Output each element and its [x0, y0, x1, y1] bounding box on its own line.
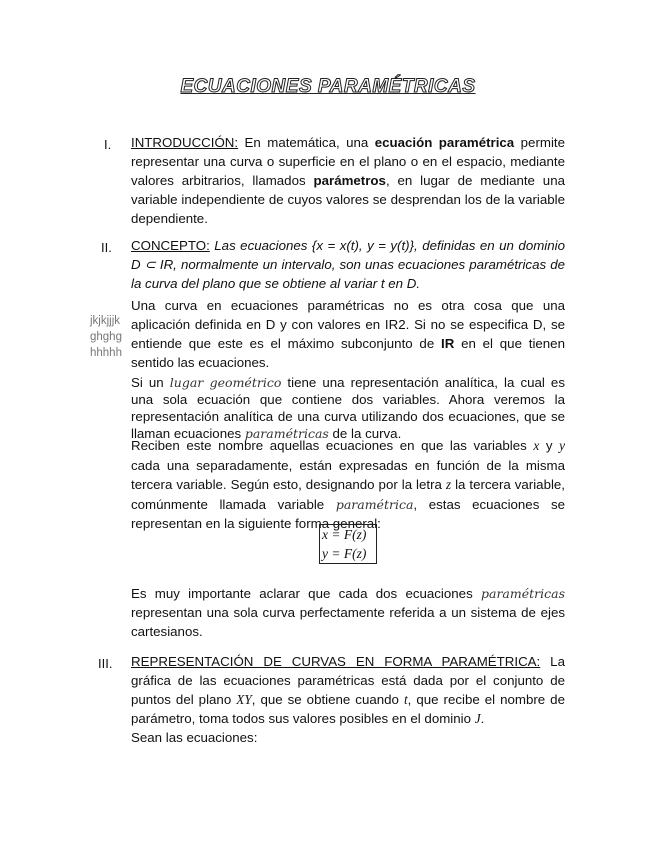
section-numeral-3: III. — [98, 656, 113, 671]
para-4-text-a: Es muy importante aclarar que cada dos ecuaciones — [131, 586, 481, 601]
section-numeral-2: II. — [101, 240, 112, 255]
intro-text-2: permite representar una curva o superficie en el plano o en el espacio, mediante valores arbitrarios, llamados — [131, 135, 565, 188]
repr-text-1: La gráfica de las ecuaciones paramétricas está dada por el conjunto de puntos del plano — [131, 654, 565, 707]
concepto-paragraph-3 — [131, 436, 565, 534]
para-1-text-b: en el que tienen sentido las ecuaciones. — [131, 336, 565, 370]
concepto-paragraph-4 — [131, 584, 565, 641]
margin-note — [90, 313, 122, 361]
para-3-text-d: la tercera variable, comúnmente llamada variable — [131, 477, 566, 512]
para-4-handwritten: paramétricas — [481, 586, 565, 601]
var-t: t — [403, 692, 408, 707]
margin-note-line: jkjkjjjk — [90, 315, 121, 327]
intro-text-3: , en lugar de mediante una variable independiente de cuyos valores se desprendan los de la variable dependiente. — [131, 173, 565, 226]
repr-text-3: , que recibe el nombre de parámetro, toma todos sus valores posibles en el dominio — [131, 692, 565, 726]
para-2-handwritten-2: paramétricas — [244, 426, 329, 441]
var-z: z — [445, 477, 452, 492]
var-j: J — [474, 711, 481, 726]
concepto-paragraph-1 — [131, 296, 565, 372]
var-x: x — [533, 438, 540, 453]
concepto-paragraph-2 — [131, 374, 565, 442]
formula-line-y: y = F(z) — [322, 546, 367, 561]
intro-paragraph — [131, 133, 565, 228]
var-xy: XY — [236, 692, 252, 707]
page-title: ECUACIONES PARAMÉTRICAS — [180, 76, 476, 97]
var-y: y — [559, 438, 565, 453]
repr-text-4: . — [480, 711, 485, 726]
concepto-definition — [131, 236, 565, 293]
para-2-text-a: Si un — [131, 375, 170, 390]
repr-last-line: Sean las ecuaciones: — [131, 730, 258, 745]
formula-line-x: x = F(z) — [322, 527, 367, 542]
intro-heading: INTRODUCCIÓN: — [131, 135, 239, 150]
representacion-paragraph — [131, 652, 565, 747]
para-3-text-a: Reciben este nombre aquellas ecuaciones en que las variables — [131, 438, 534, 453]
representacion-heading: REPRESENTACIÓN DE CURVAS EN FORMA PARAMÉTRICA: — [131, 654, 541, 669]
intro-bold-1: ecuación paramétrica — [374, 135, 515, 150]
para-4-text-b: representan una sola curva perfectamente referida a un sistema de ejes cartesianos. — [131, 605, 565, 639]
concepto-heading: CONCEPTO: — [131, 238, 210, 253]
para-1-text-a: Una curva en ecuaciones paramétricas no es otra cosa que una aplicación definida en D y con valores en IR2. Si no se especifica D, se entiende que este es el máximo subconjunto de — [131, 298, 565, 351]
section-numeral-1: I. — [104, 137, 112, 152]
margin-note-line: hhhhh — [90, 347, 122, 359]
concepto-italic-text: Las ecuaciones {x = x(t), y = y(t)}, definidas en un dominio D ⊂ IR, normalmente un intervalo, son unas ecuaciones paramétricas de la curva del plano que se obtiene al variar t en D. — [131, 238, 565, 291]
margin-note-line: ghghg — [90, 331, 122, 343]
parametric-formula-box — [319, 524, 377, 564]
para-3-text-e: , estas ecuaciones se representan en la siguiente forma general: — [131, 496, 565, 531]
para-2-text-c: de la curva. — [328, 426, 402, 441]
para-1-bold: IR — [441, 336, 455, 351]
para-3-text-c: cada una separadamente, están expresadas en función de la misma tercera variable. Según esto, designando por la letra — [131, 457, 565, 492]
repr-text-2: , que se obtiene cuando — [251, 692, 404, 707]
para-2-handwritten: lugar geométrico — [169, 375, 282, 390]
para-3-text-b: y — [539, 438, 560, 453]
intro-bold-2: parámetros — [313, 173, 386, 188]
intro-text-1: En matemática, una — [238, 135, 375, 150]
para-3-handwritten: paramétrica — [335, 496, 414, 512]
para-2-text-b: tiene una representación analítica, la cual es una sola ecuación que contiene dos variables. Ahora veremos la representación analítica de una curva utilizando dos ecuaciones, que se llaman ecuaciones — [131, 375, 565, 441]
